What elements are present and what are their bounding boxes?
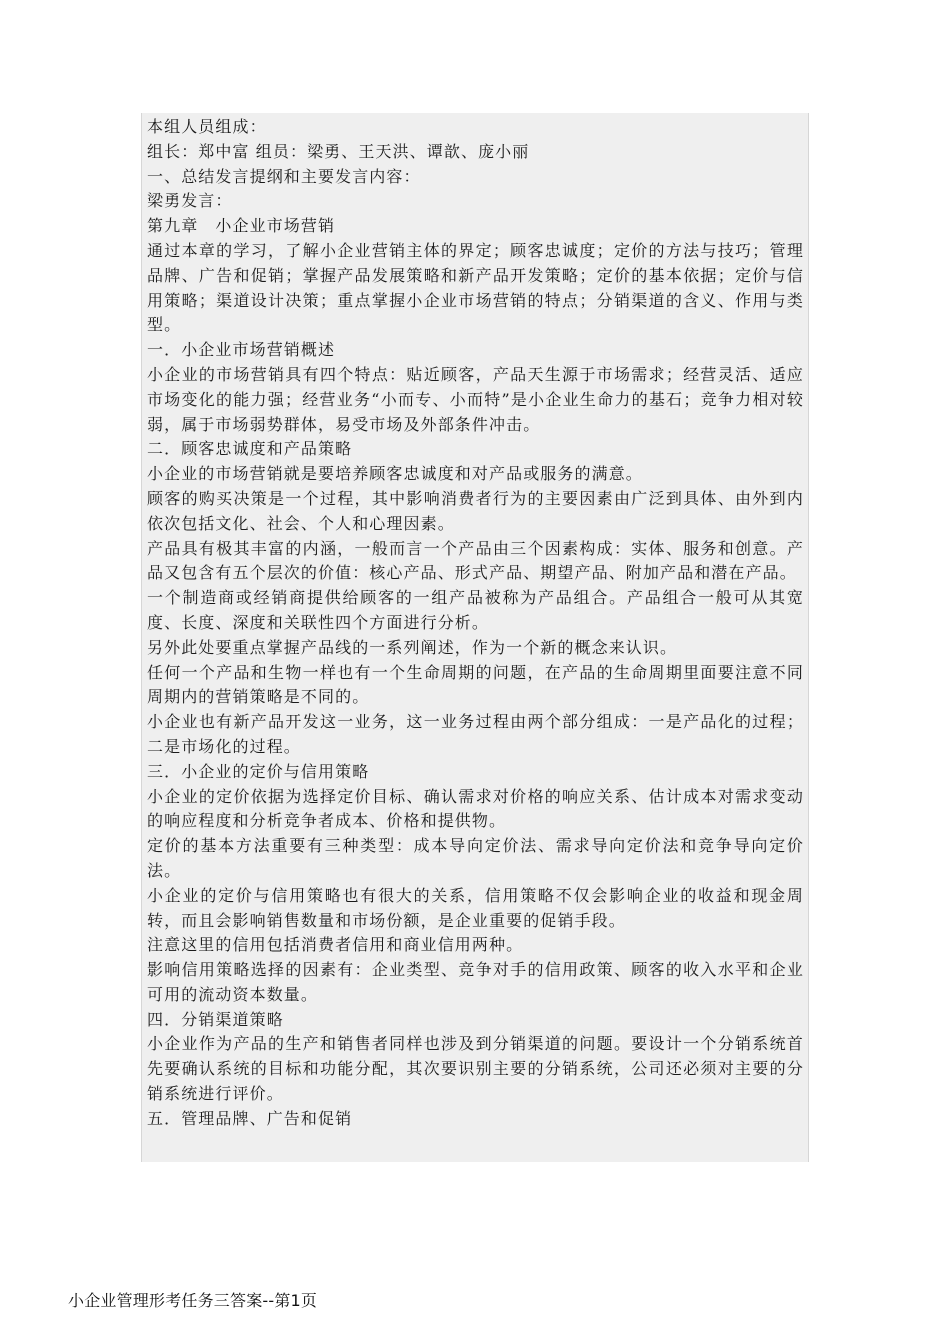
paragraph-body: 小企业的定价依据为选择定价目标、确认需求对价格的响应关系、估计成本对需求变动的响应程度和分析竞争者成本、价格和提供物。 <box>147 786 804 831</box>
section-heading-2: 二．顾客忠诚度和产品策略 <box>147 439 353 459</box>
section-heading-3: 三．小企业的定价与信用策略 <box>147 761 370 781</box>
paragraph-body: 小企业作为产品的生产和销售者同样也涉及到分销渠道的问题。要设计一个分销系统首先要确认系统的目标和功能分配，其次要识别主要的分销系统，公司还必须对主要的分销系统进行评价。 <box>147 1034 804 1104</box>
paragraph-body: 一个制造商或经销商提供给顾客的一组产品被称为产品组合。产品组合一般可从其宽度、长度、深度和关联性四个方面进行分析。 <box>147 588 804 632</box>
paragraph-body: 影响信用策略选择的因素有：企业类型、竞争对手的信用政策、顾客的收入水平和企业可用的流动资本数量。 <box>147 960 804 1004</box>
paragraph-body: 任何一个产品和生物一样也有一个生命周期的问题，在产品的生命周期里面要注意不同周期内的营销策略是不同的。 <box>147 662 804 707</box>
paragraph-body: 另外此处要重点掌握产品线的一系列阐述，作为一个新的概念来认识。 <box>147 637 678 657</box>
paragraph-body: 小企业的定价与信用策略也有很大的关系，信用策略不仅会影响企业的收益和现金周转，而且会影响销售数量和市场份额，是企业重要的促销手段。 <box>147 885 804 930</box>
paragraph-team-members-heading: 本组人员组成： <box>147 117 267 136</box>
paragraph-body: 产品具有极其丰富的内涵，一般而言一个产品由三个因素构成：实体、服务和创意。产品又包含有五个层次的价值：核心产品、形式产品、期望产品、附加产品和潜在产品。 <box>147 538 804 583</box>
paragraph-body: 小企业的市场营销就是要培养顾客忠诚度和对产品或服务的满意。 <box>147 464 643 484</box>
document-text-area <box>141 113 809 1162</box>
paragraph-team-roster: 组长：郑中富 组员：梁勇、王天洪、谭歆、庞小丽 <box>147 141 530 161</box>
page-footer: 小企业管理形考任务三答案--第1页 <box>68 1291 318 1310</box>
paragraph-speaker: 梁勇发言： <box>147 191 233 211</box>
paragraph-outline-heading: 一、总结发言提纲和主要发言内容： <box>147 166 421 186</box>
section-heading-1: 一．小企业市场营销概述 <box>147 340 336 360</box>
section-heading-5: 五．管理品牌、广告和促销 <box>147 1108 353 1128</box>
section-heading-4: 四．分销渠道策略 <box>147 1009 284 1029</box>
paragraph-body: 顾客的购买决策是一个过程，其中影响消费者行为的主要因素由广泛到具体、由外到内依次包括文化、社会、个人和心理因素。 <box>147 488 804 533</box>
paragraph-chapter-intro: 通过本章的学习，了解小企业营销主体的界定；顾客忠诚度；定价的方法与技巧；管理品牌、广告和促销；掌握产品发展策略和新产品开发策略；定价的基本依据；定价与信用策略；渠道设计决策；重点掌握小企业市场营销的特点；分销渠道的含义、作用与类型。 <box>147 240 804 335</box>
paragraph-body: 注意这里的信用包括消费者信用和商业信用两种。 <box>147 935 524 955</box>
paragraph-body: 小企业也有新产品开发这一业务，这一业务过程由两个部分组成：一是产品化的过程；二是市场化的过程。 <box>147 712 804 756</box>
paragraph-body: 定价的基本方法重要有三种类型：成本导向定价法、需求导向定价法和竞争导向定价法。 <box>147 836 804 880</box>
paragraph-chapter-title: 第九章 小企业市场营销 <box>147 216 336 236</box>
paragraph-body: 小企业的市场营销具有四个特点：贴近顾客，产品天生源于市场需求；经营灵活、适应市场变化的能力强；经营业务“小而专、小而特”是小企业生命力的基石；竞争力相对较弱，属于市场弱势群体，易受市场及外部条件冲击。 <box>147 364 804 434</box>
